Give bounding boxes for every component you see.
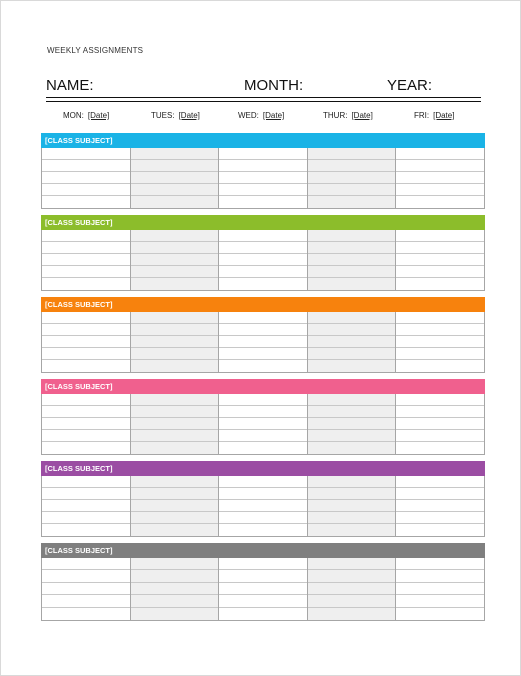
day-date[interactable]: [Date] bbox=[87, 111, 110, 120]
assignment-grid bbox=[41, 558, 485, 621]
assignment-cell[interactable] bbox=[42, 312, 130, 324]
day-column bbox=[130, 312, 219, 372]
assignment-cell[interactable] bbox=[42, 360, 130, 372]
assignment-cell[interactable] bbox=[396, 608, 484, 620]
assignment-cell[interactable] bbox=[308, 278, 396, 290]
assignment-cell[interactable] bbox=[42, 608, 130, 620]
assignment-cell[interactable] bbox=[308, 595, 396, 607]
assignment-cell[interactable] bbox=[308, 184, 396, 196]
assignment-cell[interactable] bbox=[131, 595, 219, 607]
assignment-cell[interactable] bbox=[131, 512, 219, 524]
assignment-grid bbox=[41, 230, 485, 291]
assignment-cell[interactable] bbox=[219, 184, 307, 196]
assignment-cell[interactable] bbox=[219, 595, 307, 607]
assignment-cell[interactable] bbox=[219, 608, 307, 620]
assignment-cell[interactable] bbox=[308, 172, 396, 184]
assignment-cell[interactable] bbox=[131, 360, 219, 372]
assignment-cell[interactable] bbox=[131, 230, 219, 242]
assignment-cell[interactable] bbox=[396, 406, 484, 418]
student-info-row bbox=[46, 77, 481, 97]
day-date[interactable]: [Date] bbox=[262, 111, 285, 120]
assignment-cell[interactable] bbox=[308, 406, 396, 418]
assignment-cell[interactable] bbox=[131, 278, 219, 290]
day-column bbox=[307, 476, 396, 536]
name-label[interactable]: NAME: bbox=[46, 77, 94, 94]
assignment-cell[interactable] bbox=[219, 406, 307, 418]
assignment-cell[interactable] bbox=[396, 360, 484, 372]
assignment-cell[interactable] bbox=[308, 512, 396, 524]
assignment-cell[interactable] bbox=[42, 430, 130, 442]
assignment-cell[interactable] bbox=[219, 488, 307, 500]
day-label: WED: bbox=[238, 111, 259, 120]
assignment-cell[interactable] bbox=[219, 558, 307, 570]
assignment-cell[interactable] bbox=[131, 558, 219, 570]
assignment-cell[interactable] bbox=[42, 524, 130, 536]
assignment-cell[interactable] bbox=[131, 488, 219, 500]
assignment-cell[interactable] bbox=[396, 196, 484, 208]
assignment-cell[interactable] bbox=[131, 184, 219, 196]
assignment-cell[interactable] bbox=[42, 242, 130, 254]
assignment-cell[interactable] bbox=[42, 148, 130, 160]
day-column bbox=[395, 394, 484, 454]
day-column bbox=[218, 394, 307, 454]
assignment-cell[interactable] bbox=[131, 583, 219, 595]
year-label[interactable]: YEAR: bbox=[387, 77, 433, 94]
assignment-cell[interactable] bbox=[219, 570, 307, 582]
assignment-cell[interactable] bbox=[396, 172, 484, 184]
day-column bbox=[130, 476, 219, 536]
assignment-cell[interactable] bbox=[219, 160, 307, 172]
assignment-cell[interactable] bbox=[219, 418, 307, 430]
subject-block bbox=[41, 215, 485, 291]
assignment-cell[interactable] bbox=[219, 196, 307, 208]
day-column bbox=[395, 148, 484, 208]
day-column bbox=[218, 558, 307, 620]
assignment-cell[interactable] bbox=[396, 524, 484, 536]
assignment-cell[interactable] bbox=[396, 418, 484, 430]
assignment-cell[interactable] bbox=[42, 348, 130, 360]
assignment-cell[interactable] bbox=[131, 406, 219, 418]
assignment-cell[interactable] bbox=[396, 442, 484, 454]
assignment-cell[interactable] bbox=[308, 242, 396, 254]
assignment-cell[interactable] bbox=[219, 312, 307, 324]
assignment-cell[interactable] bbox=[42, 442, 130, 454]
month-label[interactable]: MONTH: bbox=[244, 77, 304, 94]
assignment-cell[interactable] bbox=[42, 476, 130, 488]
weekday-header bbox=[41, 111, 485, 123]
assignment-cell[interactable] bbox=[131, 324, 219, 336]
assignment-cell[interactable] bbox=[396, 312, 484, 324]
class-subject-bar[interactable]: [CLASS SUBJECT] bbox=[41, 543, 485, 558]
assignment-cell[interactable] bbox=[396, 488, 484, 500]
assignment-cell[interactable] bbox=[396, 430, 484, 442]
assignment-cell[interactable] bbox=[396, 184, 484, 196]
assignment-cell[interactable] bbox=[219, 172, 307, 184]
assignment-cell[interactable] bbox=[131, 254, 219, 266]
assignment-cell[interactable] bbox=[396, 148, 484, 160]
assignment-cell[interactable] bbox=[219, 266, 307, 278]
assignment-cell[interactable] bbox=[131, 242, 219, 254]
class-subject-bar[interactable]: [CLASS SUBJECT] bbox=[41, 133, 485, 148]
assignment-cell[interactable] bbox=[219, 324, 307, 336]
day-tues bbox=[151, 111, 200, 120]
assignment-cell[interactable] bbox=[396, 476, 484, 488]
day-column bbox=[130, 394, 219, 454]
assignment-grid bbox=[41, 312, 485, 373]
assignment-cell[interactable] bbox=[131, 430, 219, 442]
assignment-cell[interactable] bbox=[131, 570, 219, 582]
assignment-cell[interactable] bbox=[396, 266, 484, 278]
assignment-cell[interactable] bbox=[219, 254, 307, 266]
assignment-cell[interactable] bbox=[308, 476, 396, 488]
assignment-cell[interactable] bbox=[42, 595, 130, 607]
assignment-cell[interactable] bbox=[308, 442, 396, 454]
day-column bbox=[307, 312, 396, 372]
assignment-cell[interactable] bbox=[396, 570, 484, 582]
assignment-cell[interactable] bbox=[219, 348, 307, 360]
assignment-cell[interactable] bbox=[219, 583, 307, 595]
assignment-cell[interactable] bbox=[396, 160, 484, 172]
assignment-cell[interactable] bbox=[308, 394, 396, 406]
assignment-cell[interactable] bbox=[219, 442, 307, 454]
assignment-cell[interactable] bbox=[42, 570, 130, 582]
day-column bbox=[42, 476, 130, 536]
assignment-cell[interactable] bbox=[131, 196, 219, 208]
assignment-cell[interactable] bbox=[308, 500, 396, 512]
assignment-cell[interactable] bbox=[219, 360, 307, 372]
assignment-cell[interactable] bbox=[42, 512, 130, 524]
assignment-cell[interactable] bbox=[42, 230, 130, 242]
day-column bbox=[218, 148, 307, 208]
document-title: WEEKLY ASSIGNMENTS bbox=[47, 46, 144, 55]
assignment-cell[interactable] bbox=[42, 406, 130, 418]
assignment-cell[interactable] bbox=[396, 324, 484, 336]
day-column bbox=[42, 558, 130, 620]
assignment-cell[interactable] bbox=[42, 160, 130, 172]
assignment-cell[interactable] bbox=[308, 488, 396, 500]
assignment-cell[interactable] bbox=[42, 254, 130, 266]
assignment-cell[interactable] bbox=[308, 608, 396, 620]
day-label: MON: bbox=[63, 111, 84, 120]
assignment-cell[interactable] bbox=[396, 242, 484, 254]
day-mon bbox=[63, 111, 109, 120]
day-column bbox=[307, 148, 396, 208]
assignment-cell[interactable] bbox=[396, 348, 484, 360]
day-column bbox=[42, 148, 130, 208]
day-label: TUES: bbox=[151, 111, 175, 120]
assignment-cell[interactable] bbox=[42, 558, 130, 570]
assignment-cell[interactable] bbox=[131, 348, 219, 360]
assignment-cell[interactable] bbox=[131, 524, 219, 536]
header-rule-bottom bbox=[46, 101, 481, 102]
assignment-cell[interactable] bbox=[42, 324, 130, 336]
day-column bbox=[395, 312, 484, 372]
assignment-cell[interactable] bbox=[42, 336, 130, 348]
class-subject-bar[interactable]: [CLASS SUBJECT] bbox=[41, 379, 485, 394]
assignment-cell[interactable] bbox=[131, 476, 219, 488]
assignment-cell[interactable] bbox=[396, 394, 484, 406]
assignment-cell[interactable] bbox=[42, 172, 130, 184]
assignment-cell[interactable] bbox=[219, 500, 307, 512]
assignment-cell[interactable] bbox=[308, 254, 396, 266]
assignment-cell[interactable] bbox=[308, 348, 396, 360]
day-column bbox=[395, 230, 484, 290]
assignment-cell[interactable] bbox=[308, 570, 396, 582]
assignment-cell[interactable] bbox=[396, 230, 484, 242]
day-column bbox=[130, 558, 219, 620]
day-date[interactable]: [Date] bbox=[351, 111, 373, 120]
assignment-cell[interactable] bbox=[131, 336, 219, 348]
day-column bbox=[218, 312, 307, 372]
class-subject-bar[interactable]: [CLASS SUBJECT] bbox=[41, 297, 485, 312]
assignment-cell[interactable] bbox=[308, 558, 396, 570]
assignment-cell[interactable] bbox=[396, 512, 484, 524]
assignment-cell[interactable] bbox=[308, 266, 396, 278]
assignment-cell[interactable] bbox=[219, 524, 307, 536]
subject-block bbox=[41, 379, 485, 455]
assignment-grid bbox=[41, 148, 485, 209]
assignment-cell[interactable] bbox=[308, 336, 396, 348]
assignment-cell[interactable] bbox=[308, 160, 396, 172]
assignment-cell[interactable] bbox=[131, 266, 219, 278]
assignment-cell[interactable] bbox=[396, 254, 484, 266]
day-wed bbox=[238, 111, 284, 120]
assignment-cell[interactable] bbox=[308, 360, 396, 372]
subject-block bbox=[41, 543, 485, 621]
assignment-cell[interactable] bbox=[219, 148, 307, 160]
day-fri bbox=[414, 111, 454, 120]
day-date[interactable]: [Date] bbox=[178, 111, 200, 120]
assignment-cell[interactable] bbox=[131, 442, 219, 454]
assignment-cell[interactable] bbox=[42, 196, 130, 208]
assignment-cell[interactable] bbox=[396, 595, 484, 607]
assignment-cell[interactable] bbox=[396, 278, 484, 290]
class-subject-bar[interactable]: [CLASS SUBJECT] bbox=[41, 215, 485, 230]
assignment-cell[interactable] bbox=[219, 394, 307, 406]
assignment-cell[interactable] bbox=[308, 430, 396, 442]
day-column bbox=[42, 394, 130, 454]
day-column bbox=[42, 230, 130, 290]
assignment-grid bbox=[41, 394, 485, 455]
assignment-cell[interactable] bbox=[42, 266, 130, 278]
assignment-cell[interactable] bbox=[219, 230, 307, 242]
assignment-cell[interactable] bbox=[219, 430, 307, 442]
assignment-cell[interactable] bbox=[308, 148, 396, 160]
assignment-cell[interactable] bbox=[308, 324, 396, 336]
day-label: FRI: bbox=[414, 111, 430, 120]
assignment-cell[interactable] bbox=[42, 500, 130, 512]
assignment-cell[interactable] bbox=[219, 336, 307, 348]
header-rule-top bbox=[46, 97, 481, 98]
subject-block bbox=[41, 133, 485, 209]
assignment-cell[interactable] bbox=[131, 608, 219, 620]
day-column bbox=[218, 476, 307, 536]
day-column bbox=[42, 312, 130, 372]
assignment-cell[interactable] bbox=[308, 312, 396, 324]
assignment-cell[interactable] bbox=[219, 512, 307, 524]
assignment-cell[interactable] bbox=[131, 500, 219, 512]
assignment-cell[interactable] bbox=[308, 230, 396, 242]
day-column bbox=[218, 230, 307, 290]
assignment-cell[interactable] bbox=[308, 196, 396, 208]
assignment-cell[interactable] bbox=[42, 394, 130, 406]
assignment-cell[interactable] bbox=[42, 583, 130, 595]
assignment-cell[interactable] bbox=[396, 558, 484, 570]
assignment-cell[interactable] bbox=[131, 418, 219, 430]
day-column bbox=[395, 476, 484, 536]
subject-block bbox=[41, 297, 485, 373]
assignment-grid bbox=[41, 476, 485, 537]
subject-block bbox=[41, 461, 485, 537]
assignment-cell[interactable] bbox=[308, 583, 396, 595]
day-column bbox=[307, 394, 396, 454]
day-label: THUR: bbox=[323, 111, 348, 120]
day-date[interactable]: [Date] bbox=[433, 111, 455, 120]
day-column bbox=[307, 558, 396, 620]
class-subject-bar[interactable]: [CLASS SUBJECT] bbox=[41, 461, 485, 476]
assignment-cell[interactable] bbox=[396, 500, 484, 512]
assignment-cell[interactable] bbox=[219, 476, 307, 488]
assignment-cell[interactable] bbox=[219, 242, 307, 254]
assignment-cell[interactable] bbox=[131, 394, 219, 406]
assignment-cell[interactable] bbox=[219, 278, 307, 290]
assignment-cell[interactable] bbox=[396, 336, 484, 348]
assignment-cell[interactable] bbox=[131, 160, 219, 172]
assignment-cell[interactable] bbox=[396, 583, 484, 595]
assignment-cell[interactable] bbox=[131, 312, 219, 324]
assignment-cell[interactable] bbox=[131, 172, 219, 184]
assignment-cell[interactable] bbox=[308, 418, 396, 430]
assignment-cell[interactable] bbox=[42, 418, 130, 430]
assignment-cell[interactable] bbox=[42, 184, 130, 196]
assignment-cell[interactable] bbox=[308, 524, 396, 536]
day-thur bbox=[323, 111, 373, 120]
assignment-cell[interactable] bbox=[42, 488, 130, 500]
day-column bbox=[130, 148, 219, 208]
day-column bbox=[130, 230, 219, 290]
assignment-cell[interactable] bbox=[42, 278, 130, 290]
assignment-cell[interactable] bbox=[131, 148, 219, 160]
day-column bbox=[395, 558, 484, 620]
day-column bbox=[307, 230, 396, 290]
